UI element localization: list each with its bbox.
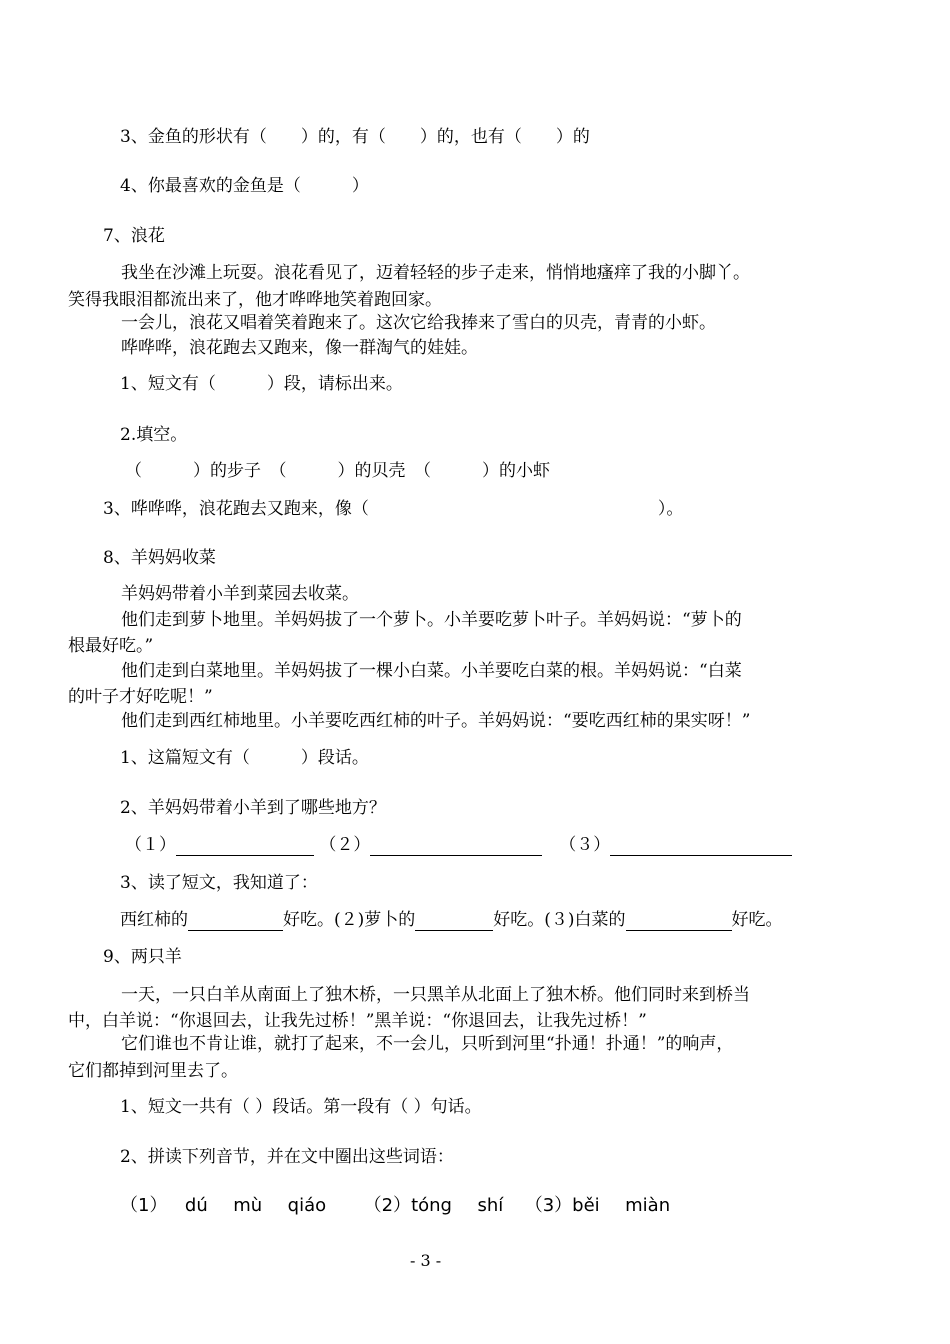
q7-question-2-fill: （ ）的步子 （ ）的贝壳 （ ）的小虾 [125,461,550,481]
pinyin-syllable: dú [184,1195,208,1216]
q8-place-blank-1[interactable] [176,837,314,856]
q8-fill-blank-3[interactable] [626,912,732,931]
pinyin-syllable: mù [233,1195,263,1216]
q8-passage-p3-line2: 的叶子才好吃呢！” [68,687,213,707]
q9-pinyin-row [120,1195,670,1217]
q8-fill-text-d: 好吃。 [731,910,783,930]
q8-passage-p1: 羊妈妈带着小羊到菜园去收菜。 [121,584,359,604]
q8-passage-p3-line1: 他们走到白菜地里。羊妈妈拔了一棵小白菜。小羊要吃白菜的根。羊妈妈说：“白菜 [121,661,742,681]
q7-question-2-title: 2.填空。 [120,425,188,445]
pinyin-syllable: miàn [625,1195,671,1216]
q8-title: 8、羊妈妈收菜 [103,548,216,568]
q6-item-4: 4、你最喜欢的金鱼是（ ） [120,176,369,196]
q8-question-2-answers [125,834,792,856]
q8-question-2: 2、羊妈妈带着小羊到了哪些地方？ [120,798,386,818]
pinyin-syllable: tóng [411,1195,452,1216]
q7-question-1: 1、短文有（ ）段，请标出来。 [120,374,403,394]
pinyin-item-label-1: （1） [120,1195,168,1216]
q7-title: 7、浪花 [103,226,165,246]
q8-passage-p4: 他们走到西红柿地里。小羊要吃西红柿的叶子。羊妈妈说：“要吃西红柿的果实呀！” [121,711,751,731]
q8-place-label-2: （２） [319,835,371,855]
q9-question-1: 1、短文一共有（ ）段话。第一段有（ ）句话。 [120,1097,482,1117]
q8-fill-blank-2[interactable] [415,912,493,931]
q9-passage-p1-line2: 中，白羊说：“你退回去，让我先过桥！”黑羊说：“你退回去，让我先过桥！” [68,1011,647,1031]
q8-question-3: 3、读了短文，我知道了： [120,873,318,893]
q8-fill-text-c: 好吃。(３)白菜的 [493,910,626,930]
pinyin-syllable: shí [477,1195,504,1216]
q8-place-blank-3[interactable] [610,837,792,856]
q8-place-blank-2[interactable] [370,837,542,856]
q7-passage-p1-line2: 笑得我眼泪都流出来了，他才哗哗地笑着跑回家。 [68,290,442,310]
q9-question-2: 2、拼读下列音节，并在文中圈出这些词语： [120,1147,454,1167]
q9-passage-p2-line2: 它们都掉到河里去了。 [68,1061,238,1081]
q8-fill-blank-1[interactable] [188,912,283,931]
q7-passage-p1-line1: 我坐在沙滩上玩耍。浪花看见了，迈着轻轻的步子走来，悄悄地瘙痒了我的小脚丫。 [121,263,750,283]
pinyin-syllable: qiáo [287,1195,327,1216]
pinyin-syllable: běi [572,1195,600,1216]
q8-place-label-3: （３） [559,835,611,855]
q7-question-3: 3、哗哗哗，浪花跑去又跑来，像（ ）。 [103,499,684,519]
pinyin-item-label-2: （2） [363,1195,412,1216]
pinyin-item-label-3: （3） [524,1195,573,1216]
q7-passage-p3: 哗哗哗，浪花跑去又跑来，像一群淘气的娃娃。 [121,338,478,358]
q9-title: 9、两只羊 [103,947,182,967]
q7-passage-p2: 一会儿，浪花又唱着笑着跑来了。这次它给我捧来了雪白的贝壳，青青的小虾。 [121,313,716,333]
q8-passage-p2-line1: 他们走到萝卜地里。羊妈妈拔了一个萝卜。小羊要吃萝卜叶子。羊妈妈说：“萝卜的 [121,610,742,630]
q9-passage-p2-line1: 它们谁也不肯让谁，就打了起来，不一会儿，只听到河里“扑通！扑通！”的响声， [121,1034,734,1054]
q9-passage-p1-line1: 一天，一只白羊从南面上了独木桥，一只黑羊从北面上了独木桥。他们同时来到桥当 [121,985,750,1005]
page-number: - 3 - [410,1251,442,1270]
q8-fill-text-a: 西红柿的 [120,910,188,930]
q6-item-3: 3、金鱼的形状有（ ）的，有（ ）的，也有（ ）的 [120,127,590,147]
q8-place-label-1: （１） [125,835,176,855]
q8-passage-p2-line2: 根最好吃。” [68,636,154,656]
q8-question-1: 1、这篇短文有（ ）段话。 [120,748,369,768]
q8-question-3-fill [120,909,783,931]
q8-fill-text-b: 好吃。(２)萝卜的 [283,910,416,930]
